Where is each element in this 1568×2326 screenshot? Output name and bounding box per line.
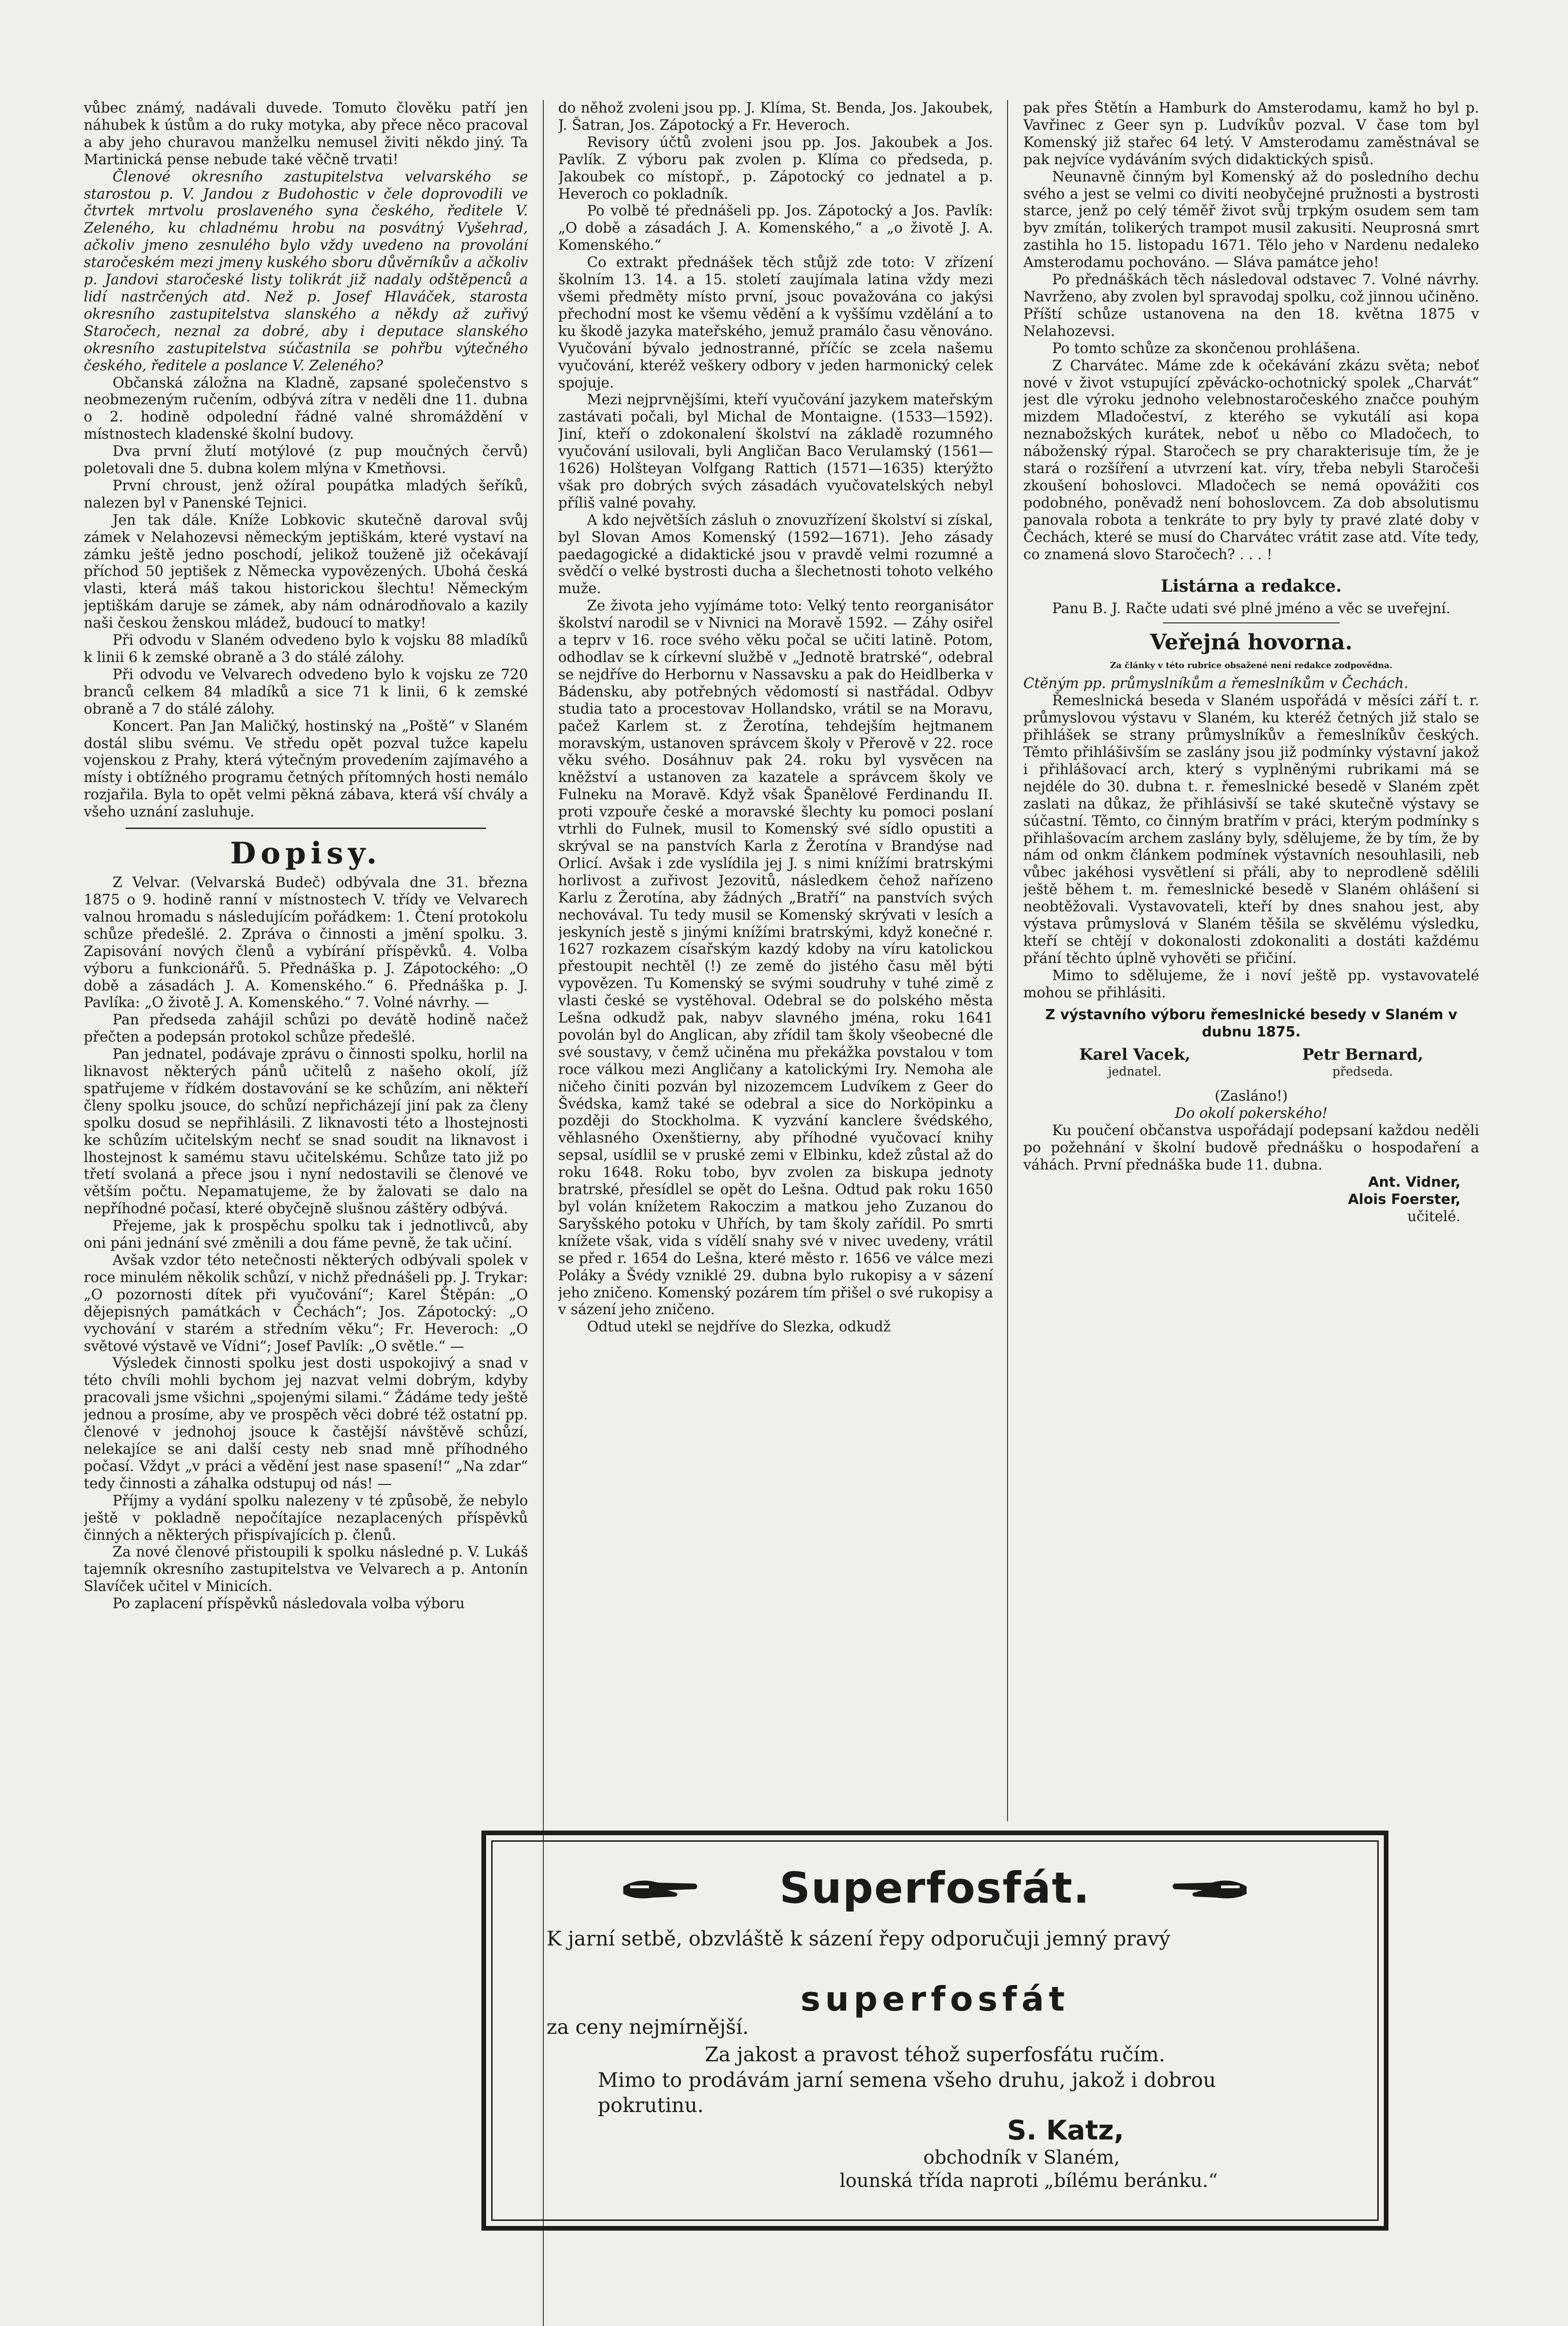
paragraph: Po přednáškách těch následoval odstavec 7. Volné návrhy. Navrženo, aby zvolen byl spravodaj spolku, což jinnou učiněno. Příští schůze ustanovena na den 18. května 1875 v Nelahozevsi.	[1023, 272, 1479, 340]
pointing-hand-icon	[1170, 1872, 1249, 1905]
paragraph: Za nové členové přistoupili k spolku následné p. V. Lukáš tajemník okresního zastupitelstva ve Velvarech a p. Antonín Slavíček učitel v Minicích.	[84, 1544, 528, 1595]
paragraph: Pan jednatel, podávaje zprávu o činnosti spolku, horlil na liknavost některých pánů učitelů z našeho okolí, jíž spatřujeme v řídkém dostavování se ke schůzím, ani někteří členy spolku jsouce, do schůzí nepřicházejí jiní pak za členy spolku dosud se nepřihlásili. Z liknavosti této a lhostejnosti ke schůzím učitelským nechť se snad soudit na liknavost i lhostejnost k samému stavu učitelskému. Schůze tato již po třetí svolaná a přece jsou i nyní nedostavili se členové ve větším počtu. Nepamatujeme, že by žalovati se dalo na nepříhodné počasí, které obyčejně slušnou záštěry odbývá.	[84, 1046, 528, 1217]
address-line: Do okolí pokerského!	[1174, 1105, 1328, 1122]
paragraph: Ctěným pp. průmyslníkům a řemeslníkům v Čechách.	[1023, 675, 1408, 692]
paragraph: Po zaplacení příspěvků následovala volba výboru	[113, 1596, 465, 1612]
paragraph: Avšak vzdor této netečnosti některých odbývali spolek v roce minulém několik schůzí, v nichž přednášeli pp. J. Trykar: „O pozornosti dítek při vyučování“; Karel Štěpán: „O dějepisných památkách v Čechách“; Jos. Zápotocký: „O vychování v starém a středním věku“; Fr. Heveroch: „O světové výstavě ve Vídni“; Josef Pavlík: „O světle.“ —	[84, 1252, 528, 1355]
signature-name: Petr Bernard,	[1302, 1045, 1423, 1064]
paragraph: Při odvodu v Slaném odvedeno bylo k vojsku 88 mladíků k linii 6 k zemské obraně a 3 do stálé zálohy.	[84, 632, 528, 666]
section-heading-hovorna: Veřejná hovorna.	[1150, 629, 1353, 655]
column-middle	[558, 100, 993, 1821]
rubric-disclaimer: Za články v této rubrice obsažené není redakce zodpovědna.	[1110, 661, 1393, 671]
ad-seller: S. Katz,	[1007, 2114, 1124, 2146]
paragraph: A kdo největších zásluh o znovuzřízení školství si získal, byl Slovan Amos Komenský (1592—1671). Jeho zásady paedagogické a didaktické jsou v pravdě velmi rozumné a svědčí o velké bystrosti ducha a šlechetnosti tohoto velkého muže.	[558, 512, 993, 597]
ad-text: Za jakost a pravost téhož superfosfátu ručím.	[705, 2043, 1165, 2066]
signature-block	[1302, 1046, 1423, 1081]
paragraph: do něhož zvoleni jsou pp. J. Klíma, St. Benda, Jos. Jakoubek, J. Šatran, Jos. Zápotocký a Fr. Heveroch.	[558, 100, 993, 134]
paragraph: Ku poučení občanstva uspořádají podepsaní každou neděli po požehnání v školní budově přednášku o hospodaření a váhách. První přednáška bude 11. dubna.	[1023, 1123, 1479, 1173]
paragraph: vůbec známý, nadávali duvede. Tomuto člověku patří jen náhubek k ústům a do ruky motyka, aby přece něco pracoval a aby jeho churavou manželku nemusel živiti někdo jiný. Ta Martinická pense nebude také věčně trvati!	[84, 100, 528, 168]
ad-address: lounská třída naproti „bílému beránku.“	[840, 2170, 1218, 2192]
paragraph: Výsledek činnosti spolku jest dosti uspokojivý a snad v této chvíli mohli bychom jej nazvat velmi dobrým, kdyby pracovali jsme všichni „spojenými silami.“ Žádáme tedy ještě jednou a prosíme, aby ve prospěch věci dobré též ostatní pp. členové v jednohoj jsouce k častější návštěvě schůzí, nelekajíce se ani další cesty neb snad mně příhodného počasí. Vždyt „v práci a vědění jest nase spasení!“ „Na zdar“ tedy činnosti a záhalka odstupuj od nás! —	[84, 1355, 528, 1492]
committee-line: Z výstavního výboru řemeslnické besedy v Slaném v dubnu 1875.	[1045, 1006, 1457, 1040]
paragraph: Mimo to sdělujeme, že i noví ještě pp. vystavovatelé mohou se přihlásiti.	[1023, 967, 1479, 1001]
section-heading-dopisy: Dopisy.	[230, 836, 382, 871]
paragraph: Pan předseda zahájil schůzi po devátě hodině načež přečten a podepsán protokol schůze předešlé.	[84, 1012, 528, 1046]
ad-product: superfosfát	[801, 1979, 1069, 2019]
paragraph: Jen tak dále. Kníže Lobkovic skutečně daroval svůj zámek v Nelahozevsi německým jeptiškám, které vystaví na zámku ještě jedno poschodí, jelikož touženě již očekávají příchod 50 jeptišek z Německa vypovězených. Ubohá česká vlasti, která máš takou historickou šlechtu! Německým jeptiškám daruje se zámek, aby nám odnárodňovalo a kazily naši českou ženskou mládež, budoucí to matky!	[84, 512, 528, 632]
signature-name: Alois Foerster,	[1348, 1191, 1461, 1208]
paragraph: Řemeslnická beseda v Slaném uspořádá v měsíci září t. r. průmyslovou výstavu v Slaném, ku kteréž četných již stalo se přihlášek se strany průmyslníkův a řemeslníkův českých. Těmto přihlášivším se zaslány jsou již podmínky výstavní jakož i přihlášovací arch, který s vyplněnými rubrikami má se nejdéle do 30. dubna t. r. řemeslnické besedě v Slaném zpět zaslati na důkaz, že přihlásivší se také skutečně výstavy se súčastní. Těmto, co činným bratřím v práci, kterým podmínky s přihlašovacím archem zaslány byly, sdělujeme, že by tím, že by nám od onkm článkem podmínek výstavních nesouhlasili, neb vůbec jakéhosi vysvětlení si přáli, aby to neprodleně sdělili ještě během t. m. řemeslnické besedě v Slaném ohlášení si neobtěžovali. Vystavovateli, kteří by dnes snahou jest, aby výstava průmyslová v Slaném těšila se skvělému výsledku, kteří se chtějí v dokonalosti zdokonaliti a dostáti každému přání těchto úplně vyhověti se přičiní.	[1023, 693, 1479, 967]
signature-role: jednatel.	[1108, 1065, 1162, 1079]
paragraph: Koncert. Pan Jan Maličký, hostinský na „Poště“ v Slaném dostál slibu svému. Ve středu opět pozval tužce kapelu vojenskou z Prahy, která výtečným provedením zajímavého a místy i obtížného programu četných přítomných hosti nemálo rozjařila. Byla to opět velmi pěkná zábava, která vší chvály a všeho uznání zasluhuje.	[84, 718, 528, 821]
paragraph: Dva první žlutí motýlové (z pup moučných červů) poletovali dne 5. dubna kolem mlýna v Kmetňovsi.	[84, 443, 528, 477]
signature-role: učitelé.	[1407, 1208, 1461, 1225]
paragraph: Z Velvar. (Velvarská Budeč) odbývala dne 31. března 1875 o 9. hodině ranní v místnostech V. třídy ve Velvarech valnou hromadu s následujícím pořádkem: 1. Čtení protokolu schůze předešlé. 2. Zpráva o činnosti a jmění spolku. 3. Zapisování nových členů a vybírání příspěvků. 4. Volba výboru a funkcionářů. 5. Přednáška p. J. Zápotockého: „O době a zásadách J. A. Komenského.“ 6. Přednáška p. J. Pavlíka: „O životě J. A. Komenského.“ 7. Volné návrhy. —	[84, 875, 528, 1011]
divider	[1163, 622, 1340, 623]
paragraph: Odtud utekl se nejdříve do Slezka, odkudž	[587, 1319, 891, 1336]
paragraph: Neunavně činným byl Komenský až do posledního dechu svého a jest se velmi co diviti neobyčejné pružnosti a bystrosti starce, jenž po celý téměř život svůj trpkým osudem sem tam byv zmítán, tolikerých trampot musil zakusiti. Neuprosná smrt zastihla ho 15. listopadu 1671. Tělo jeho v Nardenu nedaleko Amsterodamu pochováno. — Sláva památce jeho!	[1023, 168, 1479, 271]
column-divider	[1007, 100, 1008, 1821]
paragraph: Po volbě té přednášeli pp. Jos. Zápotocký a Jos. Pavlík: „O době a zásadách J. A. Komenského,“ a „o životě J. A. Komenského.“	[558, 203, 993, 254]
paragraph: Z Charvátec. Máme zde k očekávání zkázu světa; neboť nové v život vstupující zpěvácko-ochotnický spolek „Charvát“ jest dle výroku jednoho velebnostaročeského značce pouhým mizdem Mladočeství, z kterého se vykutálí asi kopa neznabožských kurátek, neboť u něbo co Mladočech, to náboženský rýpal. Staročech se pry charakterisuje tím, že je stará o rozšíření a utvrzení kat. víry, třeba nebyli Staročeši zkoušení bohoslovci. Mladočech se nemá opovážiti cos podobného, poněvadž není bohoslovcem. Za dob absolutismu panovala robota a tenkráte to pry byly ty pravé zlaté doby v Čechách, které se musí do Charvátec vrátit zase atd. Víte tedy, co znamená slovo Staročech? . . . !	[1023, 357, 1479, 563]
paragraph: Panu B. J. Račte udati své plné jméno a věc se uveřejní.	[1052, 601, 1451, 617]
ad-text: Mimo to prodávám jarní semena všeho druhu, jakož i dobrou pokrutinu.	[598, 2069, 1216, 2117]
ad-text: K jarní setbě, obzvláště k sázení řepy odporučuji jemný pravý	[547, 1927, 1170, 1951]
paragraph: Při odvodu ve Velvarech odvedeno bylo k vojsku ze 720 branců celkem 84 mladíků a sice 71 k linii, 6 k zemské obraně a 7 do stálé zálohy.	[84, 666, 528, 717]
paragraph: Mezi nejprvnějšími, kteří vyučování jazykem mateřským zastávati počali, byl Michal de Montaigne. (1533—1592). Jiní, kteří o zdokonalení školství na základě rozumného vyučování usilovali, byli Angličan Baco Verulamský (1561—1626) Holšteyan Volfgang Rattich (1571—1635) kterýžto však pro dobrých svých zásadách vyučovatelských nebyl příliš valné povahy.	[558, 392, 993, 511]
column-left	[84, 100, 528, 2326]
paragraph: Revisory účtů zvoleni jsou pp. Jos. Jakoubek a Jos. Pavlík. Z výboru pak zvolen p. Klíma co předseda, p. Jakoubek co místopř., p. Zápotocký co jednatel a p. Heveroch co pokladník.	[558, 134, 993, 202]
ad-title: Superfosfát.	[779, 1863, 1091, 1913]
signature-block	[1023, 1174, 1479, 1226]
section-heading-listarna: Listárna a redakce.	[1161, 576, 1342, 596]
ad-address: obchodník v Slaném,	[923, 2147, 1120, 2168]
paragraph: Ze života jeho vyjímáme toto: Velký tento reorganisátor školství narodil se v Nivnici na Moravě 1592. — Záhy osiřel a teprv v 16. roce svého věku počal se učiti latině. Potom, odhodlav se k církevní službě v „Jednotě bratrské“, odebral se nejdříve do Herbornu v Nassavsku a pak do Heidlberka v Bádensku, aby potřebných vědomostí si nastřádal. Odbyv studia tato a procestovav Hollandsko, vrátil se na Moravu, pačež Karlem st. z Žerotína, tehdejším hejtmanem moravským, ustanoven správcem školy v Přerově v 22. roce věku svého. Dosáhnuv pak 24. roku byl vysvěcen na kněžství a ustanoven za kazatele a správcem školy ve Fulneku na Moravě. Když však Španělové Ferdinandu II. proti vzpouře české a moravské šlechty ku pomoci poslaní vtrhli do Fulnek, musil to Komenský své sídlo opustiti a skrýval se na panstvích Karla z Žerotína v Brandýse nad Orlicí. Avšak i zde vyslídila jej J. s nimi knížími bratrskými horlivost a zuřivost Jezovitů, následkem čehož nařízeno Karlu z Žerotína, aby žádných „Bratří“ na panstvích svých nechovával. Tu tedy musil se Komenský skrývati v lesích a jeskyních jestě s jinými knížími bratrskými, když konečné r. 1627 rozkazem císařským kazdý kdoby na víru katolickou přestoupit nechtěl (!) ze země do jistého času měl býti vypovězen. Tu Komenský se svými soudruhy v tuhé zimě z vlasti české se vystěhoval. Odebral se do polského města Lešna odkudž pak, nabyv slavného jména, roku 1641 povolán byl do Anglican, aby zřídil tam školy všeobecné dle své soustavy, v čemž učiněna mu překážka povstalou v tom roce válkou mezi Angličany a katolickými Iry. Nemoha ale ničeho činiti pozván byl nizozemcem Ludvíkem z Geer do Švédska, kamž také se odebral a sice do Norköpinku a později do Stockholma. K vyzvání kanclere švédského, věhlasného Oxenštierny, aby příhodné vyučovací knihy sepsal, usídlil se v pruské zemi v Elbinku, kdež zůstal až do roku 1648. Roku tobo, byv zvolen za biskupa jednoty bratrské, přesídlel se opět do Lešna. Odtud pak roku 1650 byl volán knížetem Rakoczim a matkou jeho Zuzanou do Saryšského potoku v Uhřích, by tam školy zařídil. Po smrti knížete však, vida s vídělí snahy své v nivec uvedeny, vrátil se před r. 1654 do Lešna, které město r. 1656 ve válce mezi Poláky a Švédy vzniklé 29. dubna bylo rukopisy a v sázení jeho zničeno. Komenský pozárem tím přišel o své rukopisy a v sázení jeho zničeno.	[558, 598, 993, 1318]
signature-name: Ant. Vidner,	[1368, 1174, 1461, 1190]
ad-text: za ceny nejmírnější.	[547, 2016, 749, 2039]
paragraph: Přejeme, jak k prospěchu spolku tak i jednotlivců, aby oni páni jednání své změnili a dou fáme pevně, že tak učiní.	[84, 1218, 528, 1252]
paragraph: Po tomto schůze za skončenou prohlášena.	[1052, 340, 1361, 357]
paragraph: Občanská záložna na Kladně, zapsané společenstvo s neobmezeným ručením, odbývá zítra v neděli dne 11. dubna o 2. hodině odpolední řádné valné shromáždění v místnostech kladenské školní budovy.	[84, 374, 528, 443]
column-right	[1023, 100, 1479, 1821]
paragraph: Příjmy a vydání spolku nalezeny v té způsobě, že nebylo ještě v pokladně nepočítajíce nezaplacených příspěvků činných a některých přispívajících p. členů.	[84, 1492, 528, 1544]
paragraph: První chroust, jenž ožíral poupátka mladých šeříků, nalezen byl v Panenské Tejnici.	[84, 477, 528, 511]
advertisement-superfosfat	[481, 1831, 1388, 2231]
signature-name: Karel Vacek,	[1079, 1045, 1191, 1064]
signature-block	[1079, 1046, 1190, 1081]
signature-role: předseda.	[1332, 1065, 1393, 1079]
paragraph: pak přes Štětín a Hamburk do Amsterodamu, kamž ho byl p. Vavřinec z Geer syn p. Ludvíkův pozval. V čase tom byl Komenský již stařec 64 letý. V Amsterodamu zaměstnával se pak nejvíce vydáváním svých didaktických spisů.	[1023, 100, 1479, 168]
signatures	[1023, 1046, 1479, 1081]
paragraph: Co extrakt přednášek těch stůjž zde toto: V zřízení školním 13. 14. a 15. století zaujímala latina vždy mezi všemi předměty místo první, jsouc považována co jakýsi přechodní most ke všemu vědění a k vyššímu vzdělání a to ku škodě jazyka mateřského, jemuž pramálo času věnováno. Vyučování bývalo jednostranné, příčíc se zcela našemu vyučování, kteréž veškery odbory v jeden harmonický celek spojuje.	[558, 254, 993, 391]
zaslano-label: (Zasláno!)	[1214, 1088, 1288, 1105]
divider	[126, 828, 486, 829]
paragraph: Členové okresního zastupitelstva velvarského se starostou p. V. Jandou z Budohostic v čele doprovodili ve čtvrtek mrtvolu proslaveného syna českého, ředitele V. Zeleného, ku chladnému hrobu na posvátný Vyšehrad, ačkoliv jmeno zesnulého bylo vždy uvedeno na provolání staročeském mezi jmeny kuského sboru důvěrníkův a ačkoliv p. Jandovi staročeské listy tolikrát již nadaly odštěpenců a lidí nastrčených atd. Než p. Josef Hlaváček, starosta okresního zastupitelstva slanského a někdy až zuřivý Staročech, neznal za dobré, aby i deputace slanského okresního zastupitelstva súčastnila se pohřbu výtečného českého, ředitele a poslance V. Zeleného?	[84, 168, 528, 374]
